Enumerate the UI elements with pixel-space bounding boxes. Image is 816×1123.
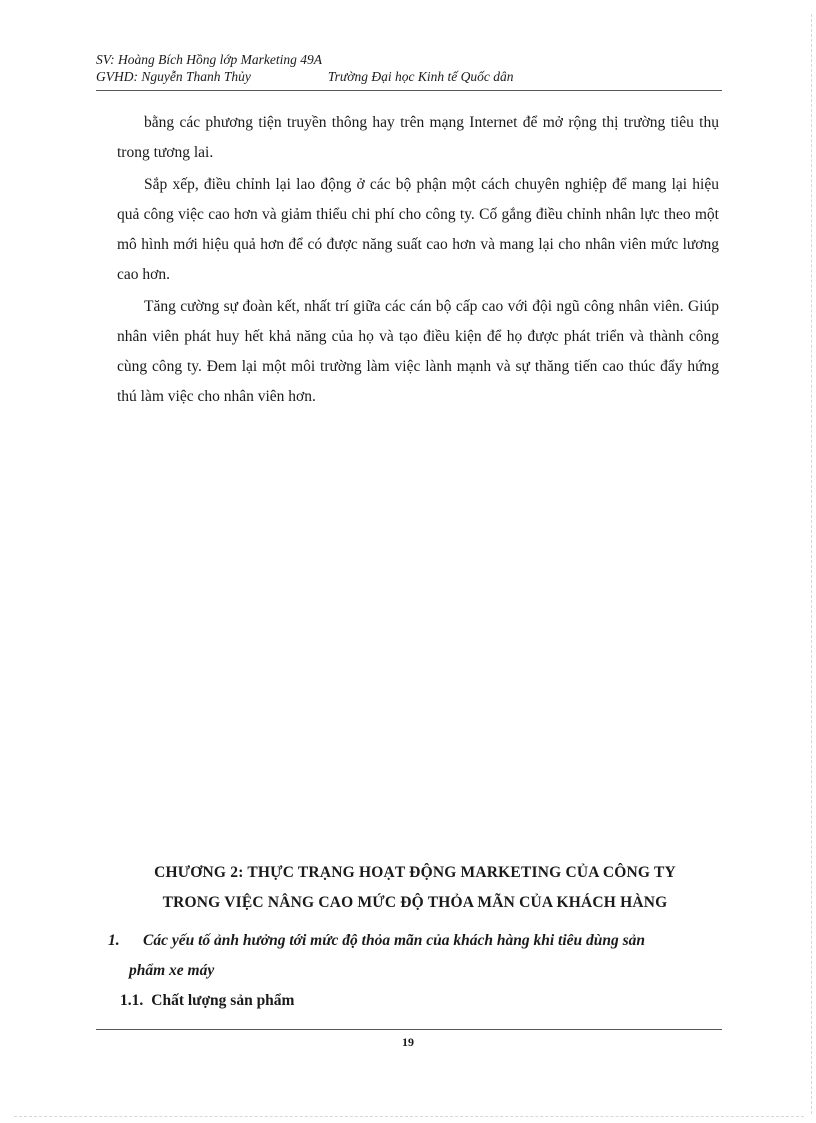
section-title-line-2: phẩm xe máy: [129, 962, 215, 979]
subsection-title: Chất lượng sản phẩm: [151, 992, 295, 1009]
body-text: [117, 108, 719, 414]
page-header: [96, 51, 722, 85]
page-edge-right: [810, 14, 812, 1114]
university-line: Trường Đại học Kinh tế Quốc dân: [327, 69, 514, 84]
paragraph: Tăng cường sự đoàn kết, nhất trí giữa các cán bộ cấp cao với đội ngũ công nhân viên. Giúp nhân viên phát huy hết khả năng của họ và tạo điều kiện để họ được phát triển và thành công cùng công ty. Đem lại một môi trường làm việc lành mạnh và sự thăng tiến cao thúc đẩy hứng thú làm việc cho nhân viên hơn.: [117, 298, 719, 405]
header-divider: [96, 90, 722, 91]
student-line: SV: Hoàng Bích Hồng lớp Marketing 49A: [96, 52, 323, 67]
subsection-heading-1-1: [120, 986, 294, 1016]
section-heading-1: [108, 926, 722, 986]
chapter-heading: [110, 858, 720, 918]
paragraph: Sắp xếp, điều chỉnh lại lao động ở các bộ phận một cách chuyên nghiệp để mang lại hiệu quả công việc cao hơn và giảm thiểu chi phí cho công ty. Cố gắng điều chỉnh nhân lực theo một mô hình mới hiệu quả hơn để có được năng suất cao hơn và mang lại cho nhân viên mức lương cao hơn.: [117, 176, 719, 283]
chapter-heading-line-2: TRONG VIỆC NÂNG CAO MỨC ĐỘ THỎA MÃN CỦA KHÁCH HÀNG: [162, 894, 668, 911]
section-title-line-1: Các yếu tố ảnh hưởng tới mức độ thỏa mãn của khách hàng khi tiêu dùng sản: [143, 932, 646, 949]
subsection-number: 1.1.: [120, 992, 144, 1009]
advisor-line: GVHD: Nguyễn Thanh Thủy: [96, 69, 251, 84]
footer-divider: [96, 1029, 722, 1030]
page-edge-bottom: [14, 1115, 804, 1117]
section-number: 1.: [108, 932, 120, 949]
chapter-heading-line-1: CHƯƠNG 2: THỰC TRẠNG HOẠT ĐỘNG MARKETING CỦA CÔNG TY: [154, 864, 676, 881]
paragraph-continued: bằng các phương tiện truyền thông hay trên mạng Internet để mở rộng thị trường tiêu thụ trong tương lai.: [117, 114, 719, 161]
page-number: 19: [402, 1035, 414, 1049]
